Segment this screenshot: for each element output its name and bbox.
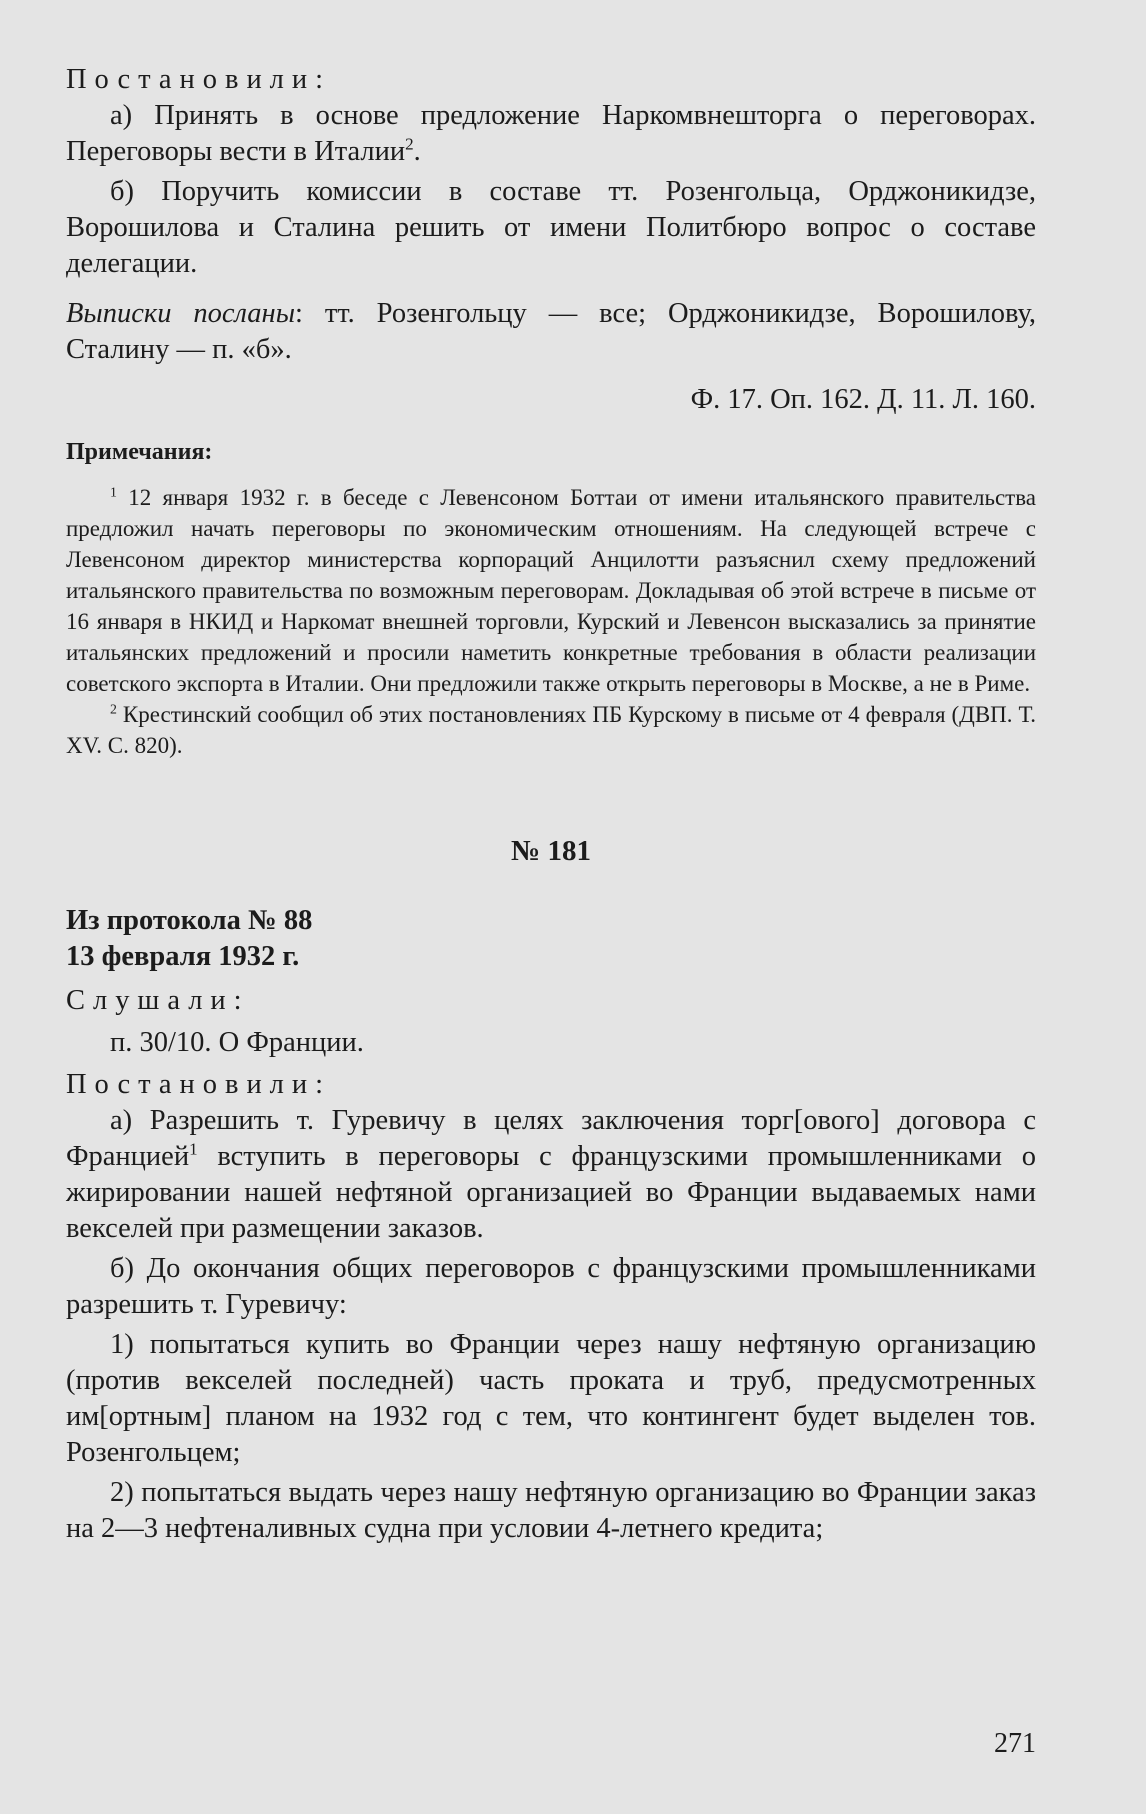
resolved-label-2: Постановили: — [66, 1069, 332, 1100]
resolution-item-b: б) Поручить комиссии в составе тт. Розенгольца, Орджоникидзе, Ворошилова и Сталина решить от имени Политбюро вопрос о составе делегации. — [66, 176, 1036, 279]
resolution-item-a: а) Принять в основе предложение Наркомвнешторга о переговорах. Переговоры вести в Италии$^2$. — [66, 100, 1036, 167]
resolution-181-item-1: 1) попытаться купить во Франции через нашу нефтяную организацию (против векселей последней) часть проката и труб, предусмотренных им[ортным] планом на 1932 год с тем, что контингент будет выделен тов. Розенгольцем; — [66, 1329, 1036, 1468]
document-number: № 181 — [511, 835, 591, 867]
notes-heading: Примечания: — [66, 439, 213, 465]
extracts-sent: Выписки посланы: тт. Розенгольцу — все; Орджоникидзе, Ворошилову, Сталину — п. «б». — [66, 298, 1036, 365]
heard-item: п. 30/10. О Франции. — [110, 1027, 364, 1058]
footnote-2: $^2$ Крестинский сообщил об этих постановлениях ПБ Курскому в письме от 4 февраля (ДВП. Т. XV. С. 820). — [66, 701, 1036, 758]
resolution-181-item-a: а) Разрешить т. Гуревичу в целях заключения торг[ового] договора с Францией$^1$ вступить в переговоры с французскими промышленниками о жирировании нашей нефтяной организацией во Франции выдаваемых нами векселей при размещении заказов. — [66, 1105, 1036, 1244]
protocol-title: Из протокола № 88 — [66, 905, 313, 936]
page-number: 271 — [994, 1728, 1036, 1759]
resolved-label-1: Постановили: — [66, 64, 332, 95]
resolution-181-item-2: 2) попытаться выдать через нашу нефтяную организацию во Франции заказ на 2—3 нефтеналивных судна при условии 4-летнего кредита; — [66, 1477, 1036, 1544]
protocol-date: 13 февраля 1932 г. — [66, 941, 300, 972]
footnote-ref-2: 2 — [405, 134, 414, 154]
footnote-ref-1: 1 — [189, 1139, 198, 1159]
heard-label: Слушали: — [66, 985, 250, 1016]
archive-reference: Ф. 17. Оп. 162. Д. 11. Л. 160. — [690, 384, 1036, 415]
footnote-1: $^1$ 12 января 1932 г. в беседе с Левенсоном Боттаи от имени итальянского правительства предложил начать переговоры по экономическим отношениям. На следующей встрече с Левенсоном директор министерства корпораций Анцилотти разъяснил схему предложений итальянского правительства по возможным переговорам. Докладывая об этой встрече в письме от 16 января в НКИД и Наркомат внешней торговли, Курский и Левенсон высказались за принятие итальянских предложений и просили наметить конкретные требования в области реализации советского экспорта в Италии. Они предложили также открыть переговоры в Москве, а не в Риме. — [66, 484, 1036, 696]
resolution-181-item-b: б) До окончания общих переговоров с французскими промышленниками разрешить т. Гуревичу: — [66, 1253, 1036, 1320]
